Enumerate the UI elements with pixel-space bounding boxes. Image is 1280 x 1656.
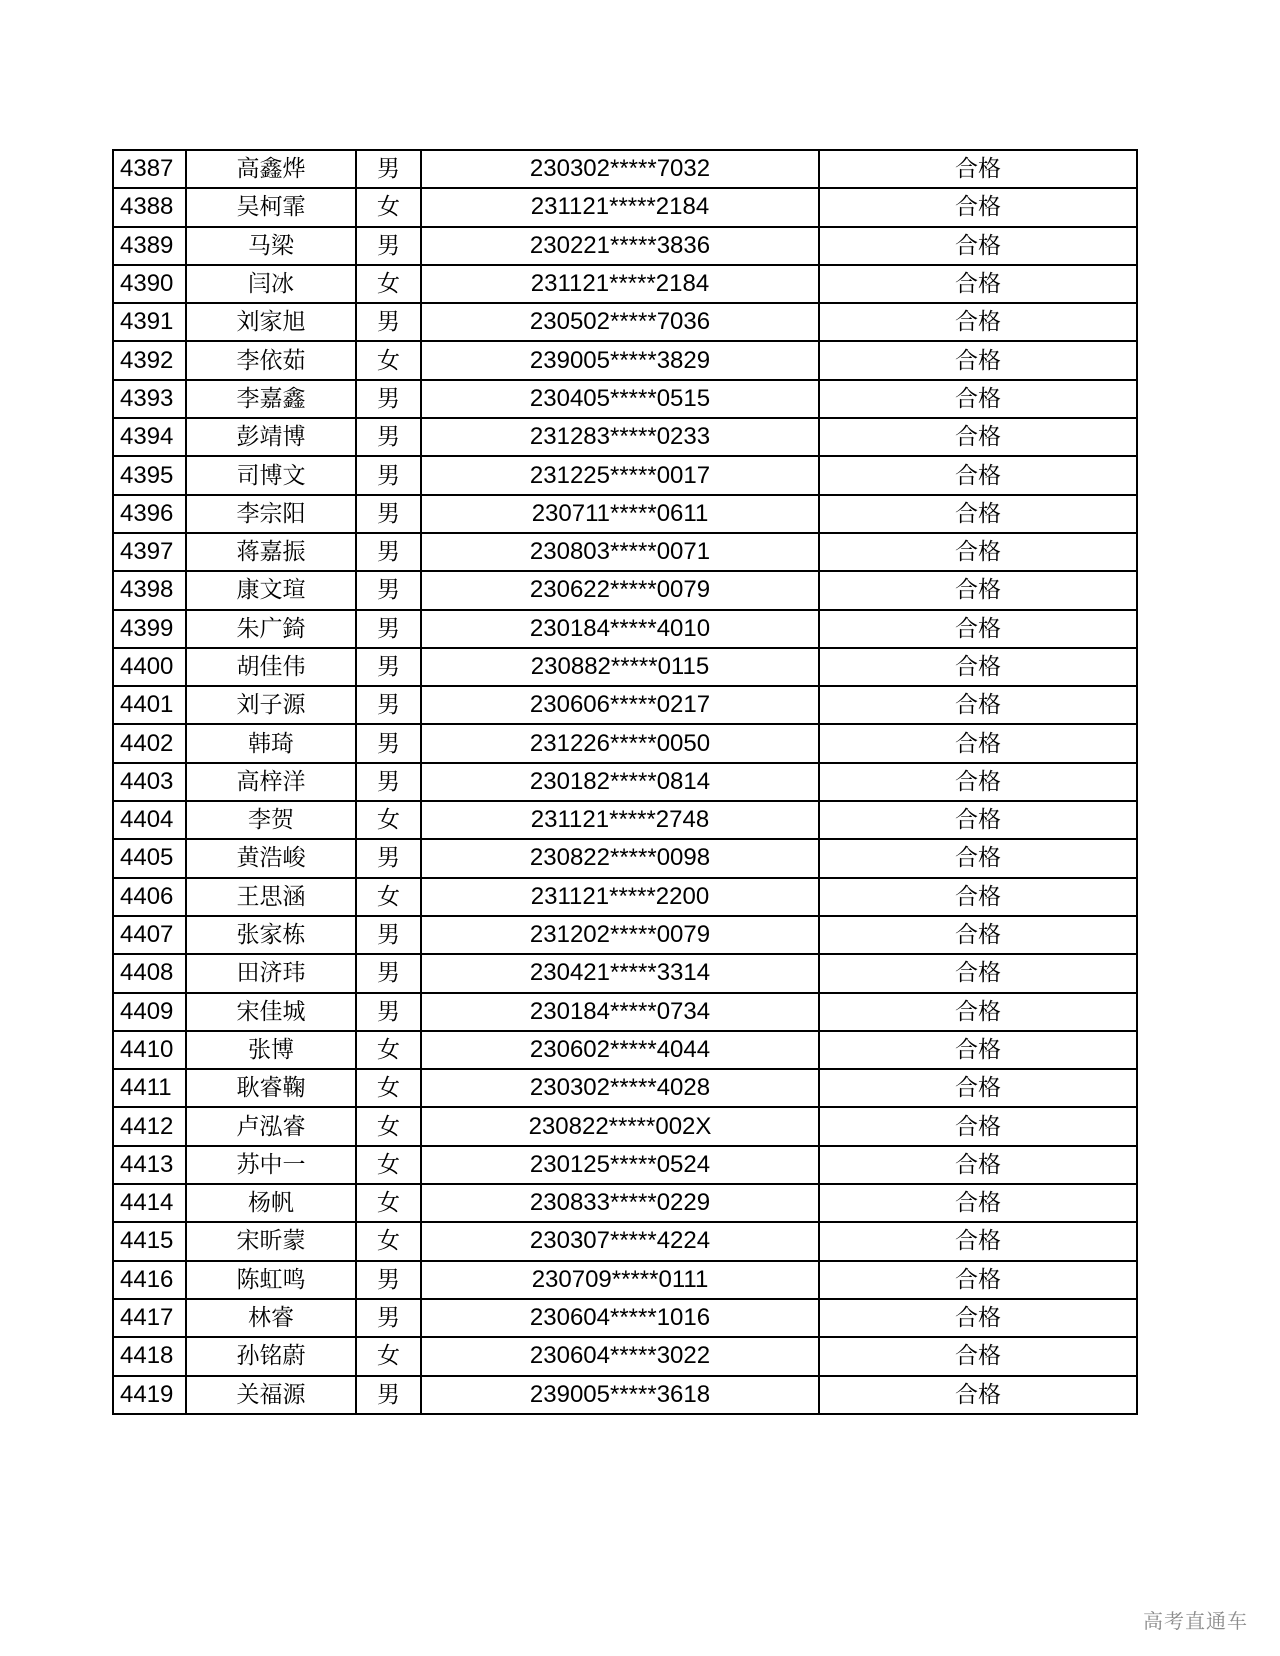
- table-row: [113, 839, 1137, 877]
- watermark-text: 高考直通车: [1143, 1609, 1248, 1633]
- cell-name: 刘子源: [186, 686, 356, 724]
- table-row: [113, 456, 1137, 494]
- cell-result: 合格: [819, 1376, 1137, 1414]
- cell-number: 4410: [113, 1031, 186, 1069]
- cell-id-number: 230182*****0814: [421, 763, 819, 801]
- table-row: [113, 227, 1137, 265]
- cell-result: 合格: [819, 227, 1137, 265]
- cell-id-number: 230822*****002X: [421, 1107, 819, 1145]
- cell-number: 4399: [113, 610, 186, 648]
- cell-name: 闫冰: [186, 265, 356, 303]
- cell-id-number: 230405*****0515: [421, 380, 819, 418]
- cell-number: 4415: [113, 1222, 186, 1260]
- table-row: [113, 380, 1137, 418]
- cell-result: 合格: [819, 418, 1137, 456]
- table-row: [113, 724, 1137, 762]
- cell-name: 马梁: [186, 227, 356, 265]
- cell-id-number: 231121*****2200: [421, 878, 819, 916]
- cell-name: 李宗阳: [186, 495, 356, 533]
- table-row: [113, 418, 1137, 456]
- cell-name: 司博文: [186, 456, 356, 494]
- cell-number: 4416: [113, 1261, 186, 1299]
- cell-result: 合格: [819, 954, 1137, 992]
- cell-number: 4393: [113, 380, 186, 418]
- cell-name: 黄浩峻: [186, 839, 356, 877]
- cell-number: 4417: [113, 1299, 186, 1337]
- cell-number: 4396: [113, 495, 186, 533]
- cell-number: 4387: [113, 150, 186, 188]
- cell-gender: 男: [356, 456, 421, 494]
- cell-number: 4407: [113, 916, 186, 954]
- table-row: [113, 878, 1137, 916]
- cell-id-number: 230709*****0111: [421, 1261, 819, 1299]
- cell-name: 陈虹鸣: [186, 1261, 356, 1299]
- cell-number: 4400: [113, 648, 186, 686]
- cell-result: 合格: [819, 533, 1137, 571]
- cell-id-number: 239005*****3829: [421, 341, 819, 379]
- cell-gender: 女: [356, 1107, 421, 1145]
- cell-number: 4389: [113, 227, 186, 265]
- table-row: [113, 495, 1137, 533]
- cell-number: 4394: [113, 418, 186, 456]
- cell-name: 李贺: [186, 801, 356, 839]
- cell-name: 林睿: [186, 1299, 356, 1337]
- cell-gender: 女: [356, 801, 421, 839]
- table-row: [113, 763, 1137, 801]
- cell-result: 合格: [819, 610, 1137, 648]
- cell-id-number: 230184*****4010: [421, 610, 819, 648]
- cell-result: 合格: [819, 916, 1137, 954]
- cell-number: 4392: [113, 341, 186, 379]
- cell-number: 4401: [113, 686, 186, 724]
- table-row: [113, 1376, 1137, 1414]
- cell-name: 王思涵: [186, 878, 356, 916]
- cell-id-number: 230882*****0115: [421, 648, 819, 686]
- cell-result: 合格: [819, 1337, 1137, 1375]
- cell-number: 4388: [113, 188, 186, 226]
- cell-id-number: 230125*****0524: [421, 1146, 819, 1184]
- cell-result: 合格: [819, 303, 1137, 341]
- cell-gender: 女: [356, 1146, 421, 1184]
- cell-gender: 男: [356, 916, 421, 954]
- table-row: [113, 341, 1137, 379]
- table-row: [113, 188, 1137, 226]
- cell-id-number: 230803*****0071: [421, 533, 819, 571]
- cell-gender: 女: [356, 1031, 421, 1069]
- cell-gender: 男: [356, 763, 421, 801]
- cell-id-number: 239005*****3618: [421, 1376, 819, 1414]
- cell-number: 4397: [113, 533, 186, 571]
- cell-name: 耿睿鞠: [186, 1069, 356, 1107]
- cell-id-number: 231121*****2184: [421, 188, 819, 226]
- table-row: [113, 1222, 1137, 1260]
- table-row: [113, 1069, 1137, 1107]
- results-table: [112, 149, 1138, 1415]
- cell-gender: 男: [356, 954, 421, 992]
- table-row: [113, 533, 1137, 571]
- cell-result: 合格: [819, 686, 1137, 724]
- cell-number: 4404: [113, 801, 186, 839]
- cell-gender: 男: [356, 648, 421, 686]
- cell-number: 4405: [113, 839, 186, 877]
- table-row: [113, 1299, 1137, 1337]
- cell-id-number: 230833*****0229: [421, 1184, 819, 1222]
- cell-gender: 男: [356, 227, 421, 265]
- cell-number: 4408: [113, 954, 186, 992]
- cell-result: 合格: [819, 188, 1137, 226]
- cell-result: 合格: [819, 150, 1137, 188]
- cell-id-number: 231202*****0079: [421, 916, 819, 954]
- cell-name: 胡佳伟: [186, 648, 356, 686]
- cell-name: 蒋嘉振: [186, 533, 356, 571]
- table-row: [113, 1261, 1137, 1299]
- table-body: [113, 150, 1137, 1414]
- cell-name: 宋佳城: [186, 993, 356, 1031]
- table-row: [113, 993, 1137, 1031]
- table-row: [113, 571, 1137, 609]
- cell-gender: 男: [356, 150, 421, 188]
- cell-gender: 男: [356, 839, 421, 877]
- cell-number: 4419: [113, 1376, 186, 1414]
- table-row: [113, 1107, 1137, 1145]
- table-row: [113, 648, 1137, 686]
- cell-number: 4391: [113, 303, 186, 341]
- cell-result: 合格: [819, 878, 1137, 916]
- cell-id-number: 230604*****1016: [421, 1299, 819, 1337]
- cell-gender: 女: [356, 878, 421, 916]
- cell-result: 合格: [819, 265, 1137, 303]
- cell-gender: 男: [356, 1261, 421, 1299]
- table-row: [113, 610, 1137, 648]
- cell-name: 高鑫烨: [186, 150, 356, 188]
- cell-result: 合格: [819, 1184, 1137, 1222]
- cell-number: 4406: [113, 878, 186, 916]
- cell-id-number: 230307*****4224: [421, 1222, 819, 1260]
- table-row: [113, 1146, 1137, 1184]
- cell-name: 李依茹: [186, 341, 356, 379]
- table-row: [113, 686, 1137, 724]
- cell-id-number: 231225*****0017: [421, 456, 819, 494]
- table-row: [113, 801, 1137, 839]
- cell-name: 康文瑄: [186, 571, 356, 609]
- table-row: [113, 1184, 1137, 1222]
- cell-name: 关福源: [186, 1376, 356, 1414]
- cell-result: 合格: [819, 1069, 1137, 1107]
- cell-number: 4414: [113, 1184, 186, 1222]
- cell-id-number: 230622*****0079: [421, 571, 819, 609]
- table-row: [113, 303, 1137, 341]
- cell-name: 苏中一: [186, 1146, 356, 1184]
- cell-result: 合格: [819, 456, 1137, 494]
- cell-result: 合格: [819, 1107, 1137, 1145]
- cell-gender: 女: [356, 341, 421, 379]
- cell-id-number: 230606*****0217: [421, 686, 819, 724]
- cell-name: 孙铭蔚: [186, 1337, 356, 1375]
- cell-id-number: 231283*****0233: [421, 418, 819, 456]
- cell-id-number: 230421*****3314: [421, 954, 819, 992]
- cell-name: 李嘉鑫: [186, 380, 356, 418]
- cell-name: 张家栋: [186, 916, 356, 954]
- table-row: [113, 1337, 1137, 1375]
- cell-result: 合格: [819, 763, 1137, 801]
- cell-result: 合格: [819, 993, 1137, 1031]
- cell-id-number: 230221*****3836: [421, 227, 819, 265]
- cell-id-number: 230184*****0734: [421, 993, 819, 1031]
- cell-result: 合格: [819, 801, 1137, 839]
- cell-name: 高梓洋: [186, 763, 356, 801]
- cell-result: 合格: [819, 1146, 1137, 1184]
- cell-id-number: 230711*****0611: [421, 495, 819, 533]
- cell-id-number: 230502*****7036: [421, 303, 819, 341]
- cell-gender: 男: [356, 686, 421, 724]
- cell-name: 韩琦: [186, 724, 356, 762]
- cell-gender: 女: [356, 1184, 421, 1222]
- cell-id-number: 230602*****4044: [421, 1031, 819, 1069]
- cell-gender: 女: [356, 188, 421, 226]
- cell-gender: 女: [356, 1337, 421, 1375]
- cell-result: 合格: [819, 495, 1137, 533]
- cell-result: 合格: [819, 1031, 1137, 1069]
- cell-gender: 女: [356, 265, 421, 303]
- cell-gender: 男: [356, 571, 421, 609]
- cell-id-number: 230302*****4028: [421, 1069, 819, 1107]
- cell-name: 彭靖博: [186, 418, 356, 456]
- cell-result: 合格: [819, 1299, 1137, 1337]
- cell-gender: 男: [356, 993, 421, 1031]
- cell-gender: 男: [356, 610, 421, 648]
- cell-number: 4390: [113, 265, 186, 303]
- cell-result: 合格: [819, 839, 1137, 877]
- table-row: [113, 916, 1137, 954]
- cell-result: 合格: [819, 648, 1137, 686]
- cell-name: 朱广錡: [186, 610, 356, 648]
- table-row: [113, 150, 1137, 188]
- cell-result: 合格: [819, 1222, 1137, 1260]
- cell-number: 4402: [113, 724, 186, 762]
- cell-number: 4409: [113, 993, 186, 1031]
- cell-gender: 男: [356, 495, 421, 533]
- cell-number: 4412: [113, 1107, 186, 1145]
- cell-name: 吴柯霏: [186, 188, 356, 226]
- cell-name: 卢泓睿: [186, 1107, 356, 1145]
- cell-result: 合格: [819, 571, 1137, 609]
- cell-number: 4411: [113, 1069, 186, 1107]
- cell-gender: 男: [356, 724, 421, 762]
- cell-name: 宋昕蒙: [186, 1222, 356, 1260]
- cell-id-number: 231121*****2184: [421, 265, 819, 303]
- cell-name: 张博: [186, 1031, 356, 1069]
- table-row: [113, 265, 1137, 303]
- table-row: [113, 954, 1137, 992]
- cell-id-number: 231226*****0050: [421, 724, 819, 762]
- cell-gender: 男: [356, 418, 421, 456]
- cell-gender: 男: [356, 1299, 421, 1337]
- cell-name: 田济玮: [186, 954, 356, 992]
- cell-number: 4395: [113, 456, 186, 494]
- cell-name: 杨帆: [186, 1184, 356, 1222]
- cell-gender: 女: [356, 1222, 421, 1260]
- cell-id-number: 231121*****2748: [421, 801, 819, 839]
- cell-number: 4418: [113, 1337, 186, 1375]
- cell-number: 4413: [113, 1146, 186, 1184]
- cell-id-number: 230604*****3022: [421, 1337, 819, 1375]
- cell-id-number: 230822*****0098: [421, 839, 819, 877]
- cell-gender: 男: [356, 303, 421, 341]
- cell-name: 刘家旭: [186, 303, 356, 341]
- cell-result: 合格: [819, 1261, 1137, 1299]
- cell-result: 合格: [819, 341, 1137, 379]
- cell-gender: 男: [356, 533, 421, 571]
- table-row: [113, 1031, 1137, 1069]
- cell-gender: 男: [356, 1376, 421, 1414]
- cell-result: 合格: [819, 380, 1137, 418]
- cell-gender: 女: [356, 1069, 421, 1107]
- cell-result: 合格: [819, 724, 1137, 762]
- cell-number: 4398: [113, 571, 186, 609]
- cell-id-number: 230302*****7032: [421, 150, 819, 188]
- cell-number: 4403: [113, 763, 186, 801]
- cell-gender: 男: [356, 380, 421, 418]
